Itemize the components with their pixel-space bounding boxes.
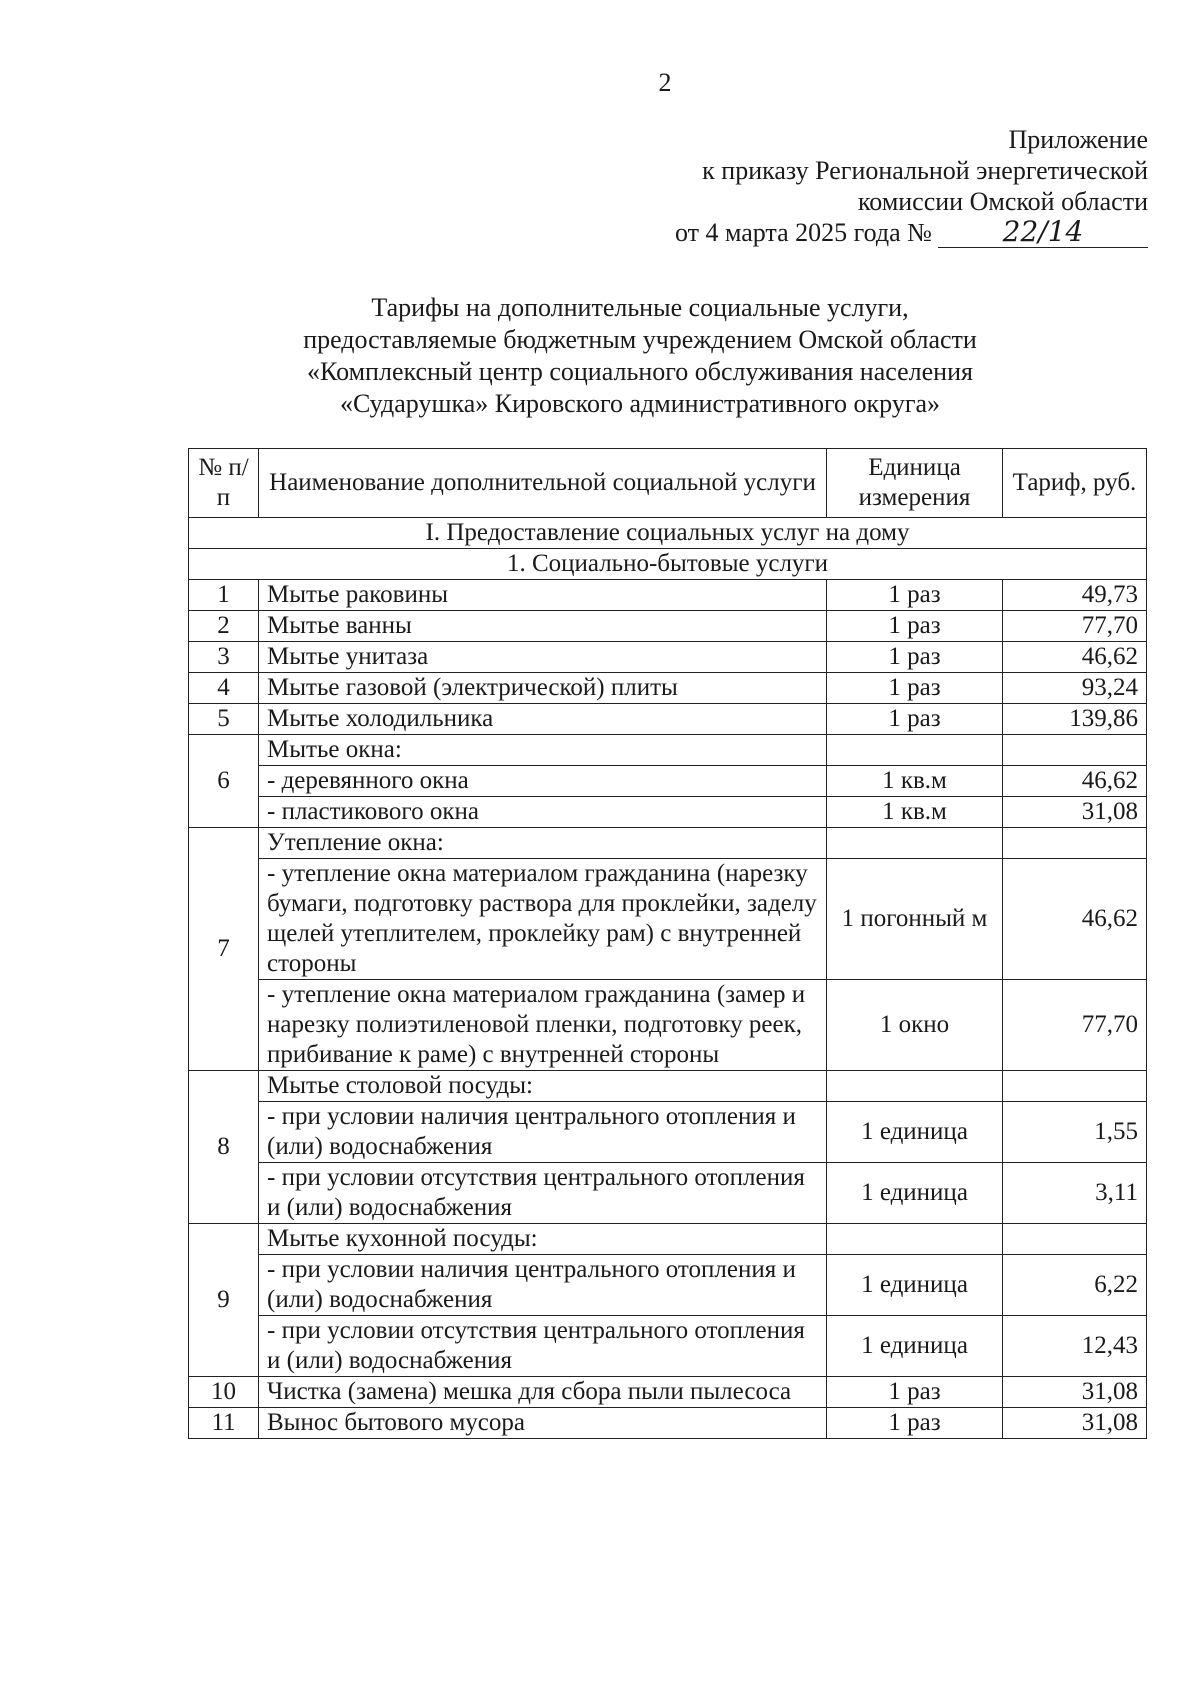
row-unit-empty — [827, 828, 1003, 859]
row-price: 77,70 — [1003, 611, 1147, 642]
row-name: Мытье холодильника — [259, 704, 827, 735]
row-price-empty — [1003, 828, 1147, 859]
row-price: 31,08 — [1003, 1408, 1147, 1439]
row-num: 10 — [189, 1377, 259, 1408]
appendix-date-prefix: от 4 марта 2025 года № — [674, 218, 932, 247]
row-name: Вынос бытового мусора — [259, 1408, 827, 1439]
row-unit-empty — [827, 1224, 1003, 1255]
table-row — [189, 580, 1147, 611]
table-row — [189, 1408, 1147, 1439]
table-row-group-title — [189, 1224, 1147, 1255]
handwritten-order-number: 22/14 — [938, 217, 1148, 248]
row-price: 6,22 — [1003, 1255, 1147, 1316]
appendix-line-3: комиссии Омской области — [858, 187, 1148, 216]
title-line-4: «Сударушка» Кировского административного округа» — [339, 389, 941, 418]
title-line-2: предоставляемые бюджетным учреждением Омской области — [303, 325, 977, 354]
table-row — [189, 797, 1147, 828]
document-title — [230, 292, 1050, 420]
row-num: 9 — [189, 1224, 259, 1377]
row-num: 11 — [189, 1408, 259, 1439]
row-unit: 1 кв.м — [827, 797, 1003, 828]
appendix-header — [675, 124, 1148, 248]
row-price: 31,08 — [1003, 797, 1147, 828]
row-unit: 1 раз — [827, 704, 1003, 735]
row-unit: 1 кв.м — [827, 766, 1003, 797]
header-num: № п/п — [189, 449, 259, 518]
table-header-row — [189, 449, 1147, 518]
row-name: - при условии наличия центрального отопления и (или) водоснабжения — [259, 1255, 827, 1316]
table-row — [189, 1163, 1147, 1224]
appendix-line-1: Приложение — [1008, 125, 1148, 154]
section-title: I. Предоставление социальных услуг на дому — [189, 518, 1147, 549]
row-price: 77,70 — [1003, 980, 1147, 1071]
row-num: 1 — [189, 580, 259, 611]
row-name: Мытье унитаза — [259, 642, 827, 673]
row-price: 46,62 — [1003, 642, 1147, 673]
table-row — [189, 673, 1147, 704]
page-number: 2 — [658, 68, 672, 97]
row-name: Мытье ванны — [259, 611, 827, 642]
row-unit: 1 единица — [827, 1255, 1003, 1316]
row-group-title: Мытье кухонной посуды: — [259, 1224, 827, 1255]
row-unit: 1 окно — [827, 980, 1003, 1071]
row-price: 12,43 — [1003, 1316, 1147, 1377]
table-row — [189, 980, 1147, 1071]
row-unit-empty — [827, 1071, 1003, 1102]
row-unit-empty — [827, 735, 1003, 766]
row-name: - деревянного окна — [259, 766, 827, 797]
table-row — [189, 611, 1147, 642]
row-price-empty — [1003, 1071, 1147, 1102]
table-row — [189, 859, 1147, 980]
row-price-empty — [1003, 735, 1147, 766]
row-unit: 1 раз — [827, 611, 1003, 642]
section-row — [189, 518, 1147, 549]
row-num: 6 — [189, 735, 259, 828]
row-unit: 1 раз — [827, 673, 1003, 704]
header-unit: Единица измерения — [827, 449, 1003, 518]
table-row-group-title — [189, 735, 1147, 766]
row-num: 8 — [189, 1071, 259, 1224]
row-num: 4 — [189, 673, 259, 704]
row-name: - при условии отсутствия центрального отопления и (или) водоснабжения — [259, 1316, 827, 1377]
row-name: Чистка (замена) мешка для сбора пыли пылесоса — [259, 1377, 827, 1408]
row-name: - пластикового окна — [259, 797, 827, 828]
header-name: Наименование дополнительной социальной услуги — [259, 449, 827, 518]
table-row — [189, 704, 1147, 735]
row-price: 31,08 — [1003, 1377, 1147, 1408]
tariffs-table — [188, 448, 1147, 1439]
table-row — [189, 1316, 1147, 1377]
row-unit: 1 раз — [827, 580, 1003, 611]
table-row-group-title — [189, 828, 1147, 859]
table-row — [189, 1102, 1147, 1163]
row-name: - утепление окна материалом гражданина (замер и нарезку полиэтиленовой пленки, подготовку реек, прибивание к раме) с внутренней стороны — [259, 980, 827, 1071]
row-group-title: Мытье окна: — [259, 735, 827, 766]
row-num: 2 — [189, 611, 259, 642]
title-line-3: «Комплексный центр социального обслуживания населения — [307, 357, 973, 386]
row-price: 46,62 — [1003, 766, 1147, 797]
header-price: Тариф, руб. — [1003, 449, 1147, 518]
subsection-row — [189, 549, 1147, 580]
row-name: - при условии наличия центрального отопления и (или) водоснабжения — [259, 1102, 827, 1163]
row-unit: 1 погонный м — [827, 859, 1003, 980]
table-row — [189, 766, 1147, 797]
row-num: 3 — [189, 642, 259, 673]
table-row — [189, 642, 1147, 673]
row-price-empty — [1003, 1224, 1147, 1255]
row-price: 93,24 — [1003, 673, 1147, 704]
row-price: 3,11 — [1003, 1163, 1147, 1224]
table-row — [189, 1377, 1147, 1408]
row-price: 46,62 — [1003, 859, 1147, 980]
row-unit: 1 раз — [827, 642, 1003, 673]
row-name: Мытье газовой (электрической) плиты — [259, 673, 827, 704]
table-row — [189, 1255, 1147, 1316]
row-unit: 1 единица — [827, 1163, 1003, 1224]
row-unit: 1 единица — [827, 1316, 1003, 1377]
row-num: 5 — [189, 704, 259, 735]
row-group-title: Мытье столовой посуды: — [259, 1071, 827, 1102]
row-num: 7 — [189, 828, 259, 1071]
row-name: Мытье раковины — [259, 580, 827, 611]
table-row-group-title — [189, 1071, 1147, 1102]
row-group-title: Утепление окна: — [259, 828, 827, 859]
subsection-title: 1. Социально-бытовые услуги — [189, 549, 1147, 580]
row-unit: 1 раз — [827, 1408, 1003, 1439]
row-price: 49,73 — [1003, 580, 1147, 611]
row-name: - утепление окна материалом гражданина (нарезку бумаги, подготовку раствора для проклейки, заделу щелей утеплителем, проклейку рам) с внутренней стороны — [259, 859, 827, 980]
row-price: 1,55 — [1003, 1102, 1147, 1163]
row-unit: 1 раз — [827, 1377, 1003, 1408]
row-name: - при условии отсутствия центрального отопления и (или) водоснабжения — [259, 1163, 827, 1224]
appendix-date-line — [675, 217, 1148, 248]
appendix-line-2: к приказу Региональной энергетической — [702, 156, 1148, 185]
row-price: 139,86 — [1003, 704, 1147, 735]
row-unit: 1 единица — [827, 1102, 1003, 1163]
title-line-1: Тарифы на дополнительные социальные услуги, — [371, 293, 909, 322]
